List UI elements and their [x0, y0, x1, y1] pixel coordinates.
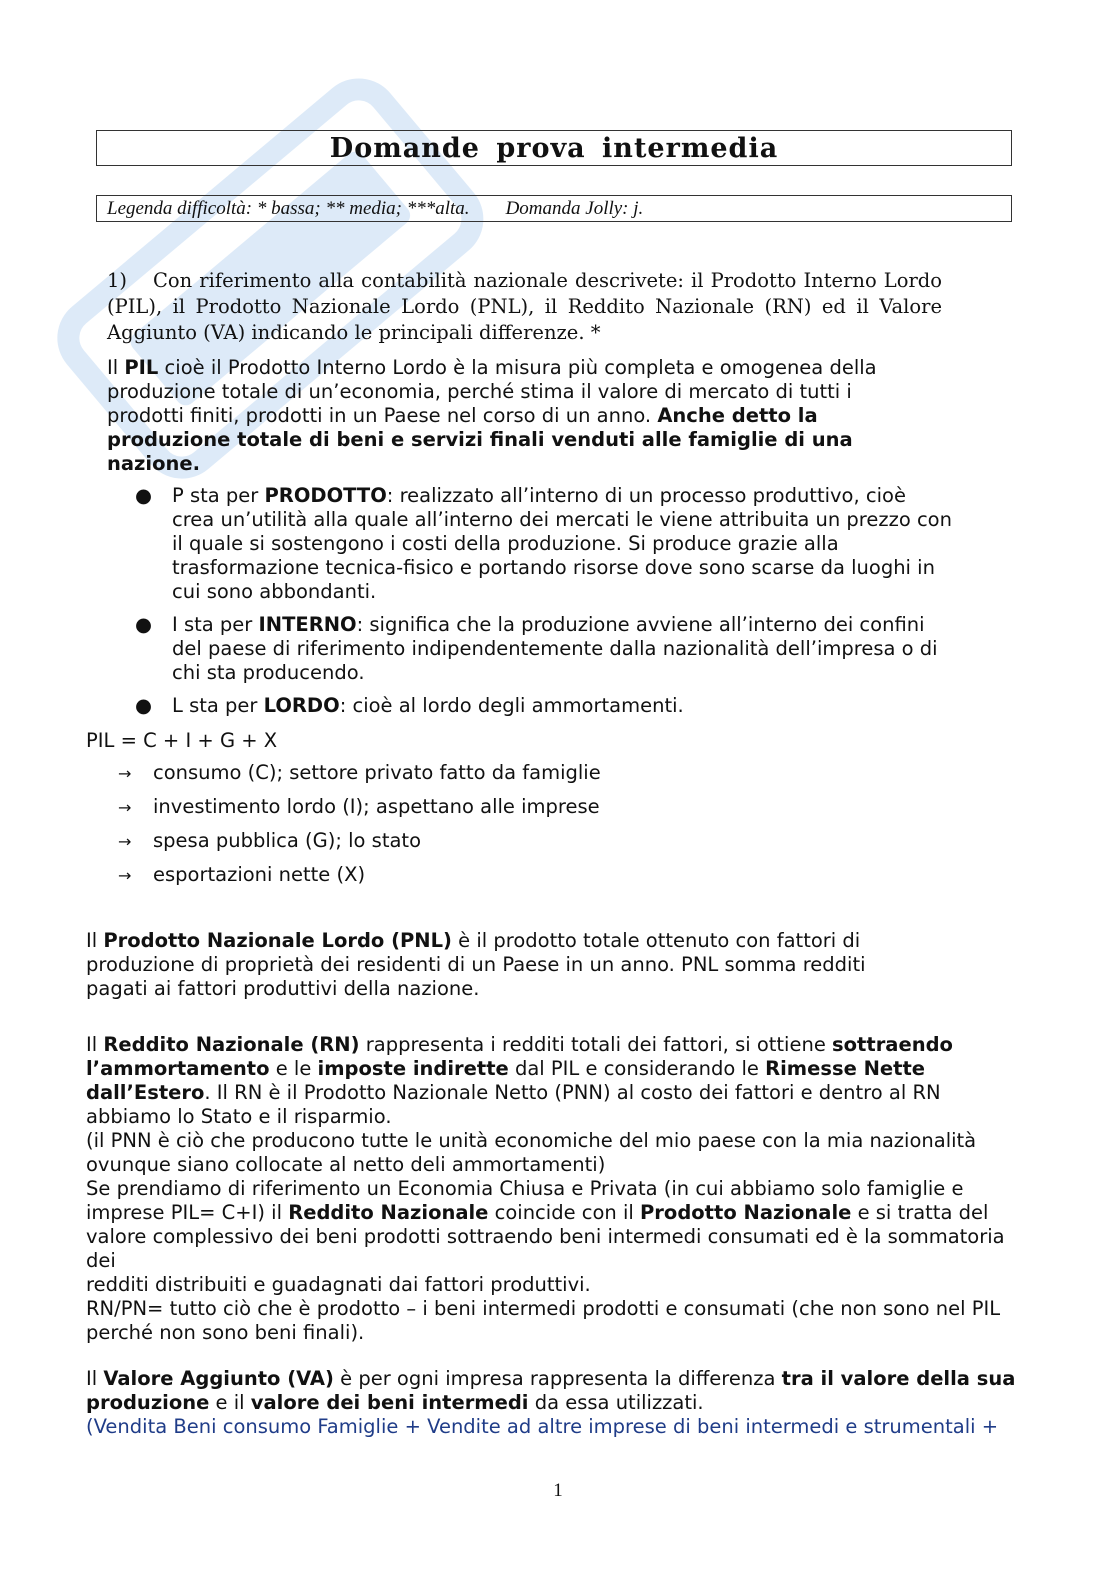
text: da essa utilizzati.	[528, 1391, 704, 1414]
text: dal PIL e considerando le	[508, 1057, 766, 1080]
legend	[96, 195, 1012, 222]
text: Il	[86, 1033, 104, 1056]
text: coincide con il	[488, 1201, 641, 1224]
list-item	[118, 863, 365, 888]
term-pnl: Prodotto Nazionale Lordo (PNL)	[103, 929, 452, 952]
question-text: Con riferimento alla contabilità nazionale descrivete: il Prodotto Interno Lordo (PIL), il Prodotto Nazionale Lordo (PNL), il Reddito Nazionale (RN) ed il Valore Aggiunto (VA) indicando le principali differenze. *	[107, 269, 942, 344]
text: : significa che la produzione avviene all’interno dei confini del paese di riferimento indipendentemente dalla nazionalità dell’impresa o di chi sta producendo.	[172, 613, 938, 684]
term: imposte indirette	[317, 1057, 509, 1080]
term: LORDO	[263, 694, 340, 717]
term: PRODOTTO	[264, 484, 387, 507]
text: spesa pubblica (G); lo stato	[153, 829, 422, 852]
text: e le	[269, 1057, 318, 1080]
list-item	[118, 829, 421, 854]
rnpn-note: RN/PN= tutto ciò che è prodotto – i beni intermedi prodotti e consumati (che non sono nel PIL perché non sono beni finali).	[86, 1297, 1001, 1344]
text: redditi distribuiti e guadagnati dai fattori produttivi.	[86, 1273, 591, 1296]
list-item	[118, 761, 601, 786]
text: cioè il Prodotto Interno Lordo è la misura più completa e omogenea della produzione totale di un’economia, perché stima il valore di mercato di tutti i prodotti finiti, prodotti in un Paese nel corso di un anno.	[107, 356, 877, 427]
text: I sta per	[172, 613, 259, 636]
term: Rimesse Nette dall’Estero	[86, 1057, 925, 1104]
arrow-right-icon: →	[118, 798, 132, 817]
text: investimento lordo (I); aspettano alle imprese	[153, 795, 600, 818]
term: sottraendo l’ammortamento	[86, 1033, 953, 1080]
text: consumo (C); settore privato fatto da famiglie	[153, 761, 601, 784]
page-title: Domande prova intermedia	[96, 130, 1012, 166]
bullet-icon: ●	[135, 613, 153, 636]
text: rappresenta i redditi totali dei fattori, si ottiene	[359, 1033, 833, 1056]
text: . Il RN è il Prodotto Nazionale Netto (PNN) al costo dei fattori e dentro al RN abbiamo lo Stato e il risparmio.	[86, 1081, 941, 1128]
text: : cioè al lordo degli ammortamenti.	[339, 694, 684, 717]
pil-paragraph	[107, 356, 927, 476]
term: valore dei beni intermedi	[250, 1391, 529, 1414]
rn-paragraph	[86, 1033, 1016, 1345]
text: Il	[107, 356, 125, 379]
term-va: Valore Aggiunto (VA)	[103, 1367, 334, 1390]
text: e si tratta del valore complessivo dei beni prodotti sottraendo beni intermedi consumati ed è la sommatoria dei	[86, 1201, 1005, 1272]
term: INTERNO	[258, 613, 357, 636]
text: è per ogni impresa rappresenta la differenza	[333, 1367, 782, 1390]
term-rn: Reddito Nazionale (RN)	[103, 1033, 360, 1056]
text: : realizzato all’interno di un processo produttivo, cioè crea un’utilità alla quale all’interno dei mercati le viene attribuita un prezzo con il quale si sostengono i costi della produzione. Si produce grazie alla trasformazione tecnica-fisico e portando risorse dove sono scarse da luoghi in cui sono abbondanti.	[172, 484, 952, 603]
term-pil: PIL	[124, 356, 159, 379]
term: Reddito Nazionale	[288, 1201, 489, 1224]
arrow-right-icon: →	[118, 866, 132, 885]
bullet-icon: ●	[135, 694, 153, 717]
bullet-icon: ●	[135, 484, 153, 507]
page-number: 1	[553, 1480, 563, 1501]
term: tra il valore della sua produzione	[86, 1367, 1016, 1414]
legend-jolly: Domanda Jolly: j.	[505, 198, 644, 219]
list-item	[118, 795, 600, 820]
arrow-right-icon: →	[118, 764, 132, 783]
pnn-note: (il PNN è ciò che producono tutte le unità economiche del mio paese con la mia nazionalità ovunque siano collocate al netto deli ammortamenti)	[86, 1129, 977, 1176]
text: e il	[209, 1391, 251, 1414]
question-1	[107, 268, 942, 346]
text: Il	[86, 1367, 104, 1390]
term: Prodotto Nazionale	[640, 1201, 852, 1224]
text: Se prendiamo di riferimento un Economia Chiusa e Privata (in cui abbiamo solo famiglie e imprese PIL= C+I) il	[86, 1177, 964, 1224]
pil-formula: PIL = C + I + G + X	[86, 729, 278, 752]
text: esportazioni nette (X)	[153, 863, 366, 886]
text: è il prodotto totale ottenuto con fattori di produzione di proprietà dei residenti di un Paese in un anno. PNL somma redditi pagati ai fattori produttivi della nazione.	[86, 929, 866, 1000]
arrow-right-icon: →	[118, 832, 132, 851]
va-formula: (Vendita Beni consumo Famiglie + Vendite ad altre imprese di beni intermedi e strumentali +	[86, 1415, 999, 1438]
pnl-paragraph	[86, 929, 916, 1001]
text: L sta per	[172, 694, 264, 717]
question-number: 1)	[107, 269, 128, 292]
legend-difficulty: Legenda difficoltà: * bassa; ** media; ***alta.	[107, 198, 470, 219]
text: P sta per	[172, 484, 265, 507]
text: Il	[86, 929, 104, 952]
pil-definition: Anche detto la produzione totale di beni e servizi finali venduti alle famiglie di una nazione.	[107, 404, 853, 475]
va-paragraph	[86, 1367, 1021, 1439]
